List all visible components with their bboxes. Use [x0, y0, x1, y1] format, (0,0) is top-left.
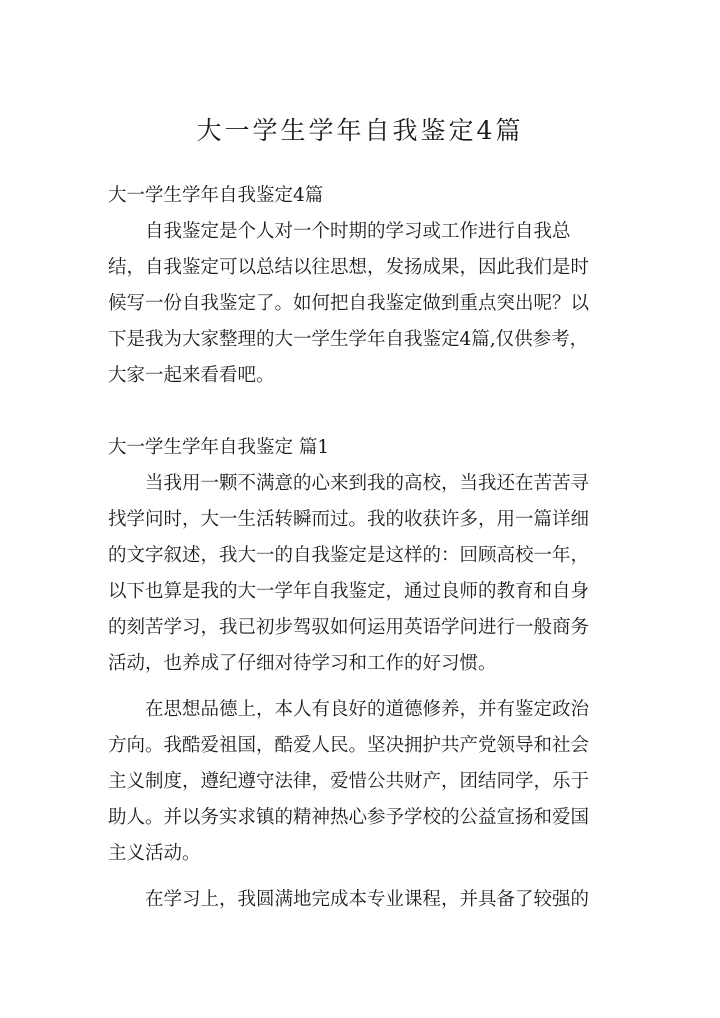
section1-paragraph-1 — [108, 466, 614, 682]
text-line: 下是我为大家整理的大一学生学年自我鉴定4篇,仅供参考， — [108, 329, 589, 350]
text-line: 在思想品德上，本人有良好的道德修养，并有鉴定政治 — [145, 699, 590, 720]
intro-heading: 大一学生学年自我鉴定4篇 — [108, 185, 324, 206]
text-line: 当我用一颗不满意的心来到我的高校，当我还在苦苦寻 — [145, 473, 590, 494]
text-line: 在学习上，我圆满地完成本专业课程，并具备了较强的 — [145, 889, 590, 910]
text-line: 活动，也养成了仔细对待学习和工作的好习惯。 — [108, 653, 497, 674]
document-title: 大一学生学年自我鉴定4篇 — [196, 116, 524, 145]
section1-paragraph-3 — [108, 882, 614, 918]
text-line: 候写一份自我鉴定了。如何把自我鉴定做到重点突出呢？以 — [108, 293, 590, 314]
document-body — [108, 178, 614, 918]
text-line: 方向。我酷爱祖国，酷爱人民。坚决拥护共产党领导和社会 — [108, 735, 590, 756]
text-line: 找学问时，大一生活转瞬而过。我的收获许多，用一篇详细 — [108, 509, 590, 530]
text-line: 以下也算是我的大一学年自我鉴定，通过良师的教育和自身 — [108, 581, 590, 602]
text-line: 结，自我鉴定可以总结以往思想，发扬成果，因此我们是时 — [108, 257, 590, 278]
intro-paragraph — [108, 214, 614, 394]
text-line: 主义活动。 — [108, 843, 201, 864]
text-line: 主义制度，遵纪遵守法律，爱惜公共财产，团结同学，乐于 — [108, 771, 590, 792]
text-line: 的文字叙述，我大一的自我鉴定是这样的：回顾高校一年， — [108, 545, 590, 566]
text-line: 自我鉴定是个人对一个时期的学习或工作进行自我总 — [145, 221, 571, 242]
section1-paragraph-2 — [108, 692, 614, 872]
text-line: 的刻苦学习，我已初步驾驭如何运用英语学问进行一般商务 — [108, 617, 590, 638]
text-line: 大家一起来看看吧。 — [108, 365, 275, 386]
text-line: 助人。并以务实求镇的精神热心参予学校的公益宣扬和爱国 — [108, 807, 590, 828]
section1-heading: 大一学生学年自我鉴定 篇1 — [108, 437, 330, 458]
